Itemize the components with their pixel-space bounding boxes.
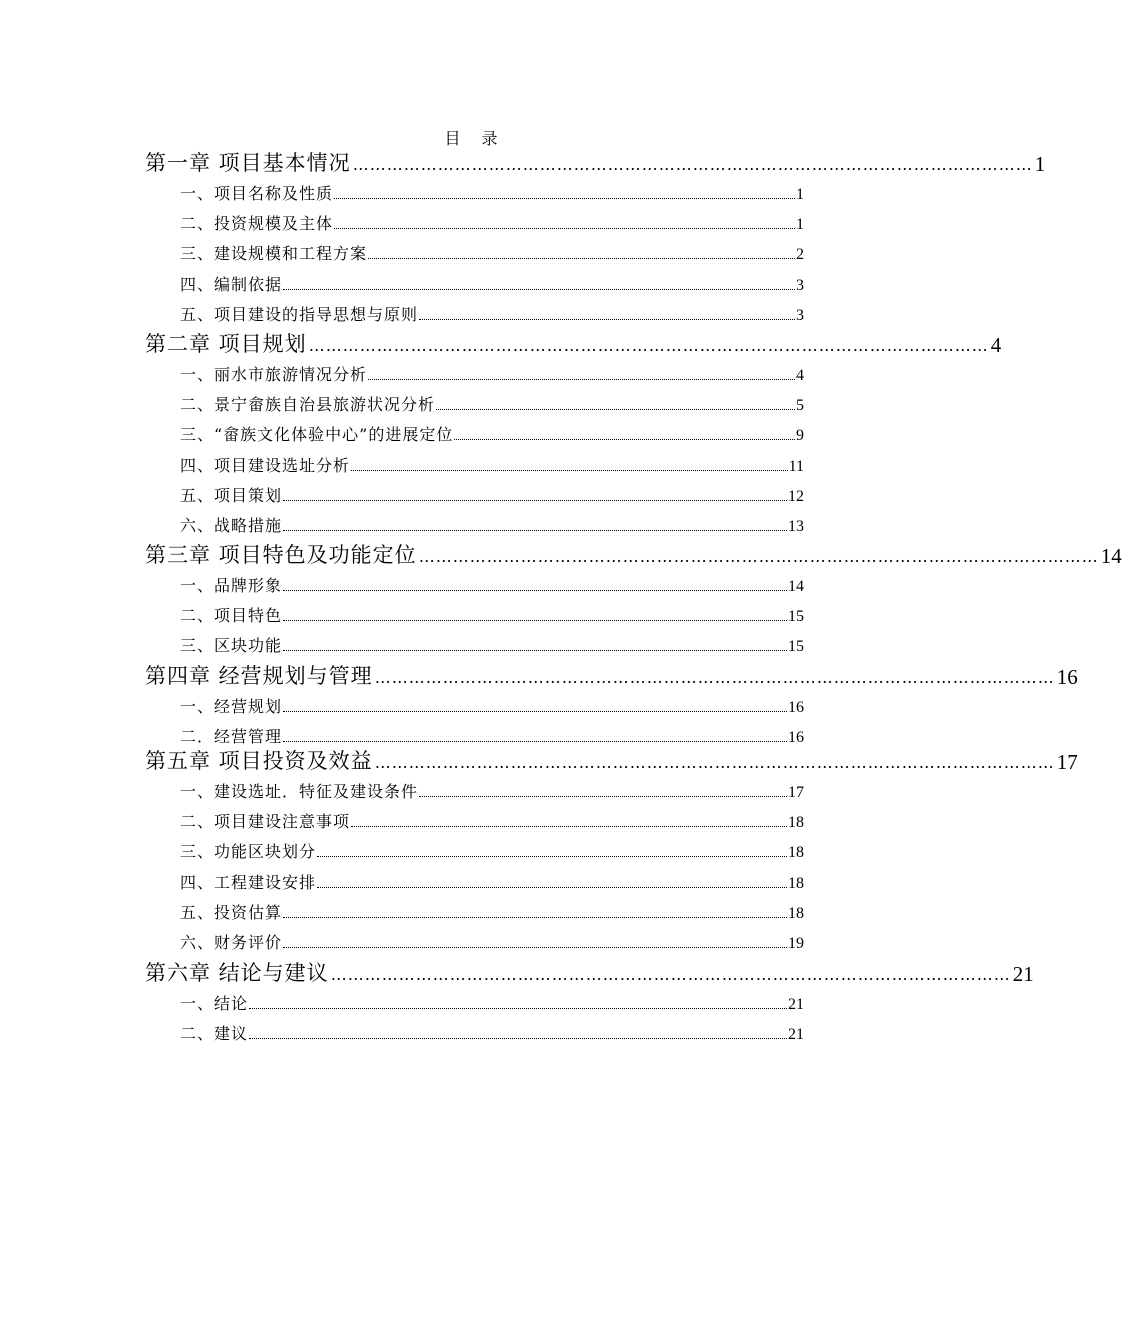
chapter-title: 第三章 项目特色及功能定位 xyxy=(145,543,417,567)
chapter-title: 第一章 项目基本情况 xyxy=(145,151,351,175)
page-number: 18 xyxy=(788,814,804,831)
toc-section-entry[interactable] xyxy=(180,514,804,536)
page-number: 4 xyxy=(796,367,804,384)
dot-leader xyxy=(419,796,787,797)
toc-section-entry[interactable] xyxy=(180,423,804,445)
page-number: 9 xyxy=(796,427,804,444)
page-number: 18 xyxy=(788,875,804,892)
toc-section-entry[interactable] xyxy=(180,604,804,626)
chapter-title: 第二章 项目规划 xyxy=(145,332,307,356)
dot-leader xyxy=(351,470,788,471)
page-number: 21 xyxy=(1012,962,1034,986)
page-number: 21 xyxy=(788,1026,804,1043)
toc-chapter-entry[interactable] xyxy=(145,539,1122,569)
dot-leader xyxy=(283,741,787,742)
chapter-title: 第六章 结论与建议 xyxy=(145,961,329,985)
section-title: 五、项目策划 xyxy=(180,486,283,505)
toc-chapter-entry[interactable] xyxy=(145,745,1078,775)
toc-section-entry[interactable] xyxy=(180,695,804,717)
toc-section-entry[interactable] xyxy=(180,574,804,596)
toc-section-entry[interactable] xyxy=(180,242,804,264)
toc-section-entry[interactable] xyxy=(180,634,804,656)
chapter-title: 第五章 项目投资及效益 xyxy=(145,749,373,773)
section-title: 二、建议 xyxy=(180,1024,249,1043)
toc-section-entry[interactable] xyxy=(180,780,804,802)
page-number: 16 xyxy=(788,699,804,716)
page-number: 18 xyxy=(788,905,804,922)
toc-section-entry[interactable] xyxy=(180,484,804,506)
dot-leader xyxy=(249,1008,787,1009)
page-number: 13 xyxy=(788,518,804,535)
section-title: 一、经营规划 xyxy=(180,697,283,716)
toc-section-entry[interactable] xyxy=(180,363,804,385)
page-number: 18 xyxy=(788,844,804,861)
page-number: 3 xyxy=(796,277,804,294)
section-title: 四、编制依据 xyxy=(180,275,283,294)
dot-leader xyxy=(283,500,787,501)
dot-leader xyxy=(368,258,795,259)
page-number: 1 xyxy=(1034,152,1046,176)
toc-section-entry[interactable] xyxy=(180,393,804,415)
section-title: 六、战略措施 xyxy=(180,516,283,535)
dot-leader xyxy=(334,228,795,229)
dot-leader xyxy=(317,856,787,857)
page-number: 17 xyxy=(1056,750,1078,774)
section-title: 二、项目特色 xyxy=(180,606,283,625)
dot-leader xyxy=(283,917,787,918)
dot-leader xyxy=(283,711,787,712)
page-number: 2 xyxy=(796,246,804,263)
section-title: 三、功能区块划分 xyxy=(180,842,317,861)
toc-chapter-entry[interactable] xyxy=(145,660,1078,690)
dot-leader: ………………………………………………………………………………………………………… xyxy=(374,668,1055,687)
section-title: 二、投资规模及主体 xyxy=(180,214,334,233)
section-title: 三、“畲族文化体验中心”的进展定位 xyxy=(180,425,454,444)
toc-title: 目 录 xyxy=(444,129,506,148)
toc-section-entry[interactable] xyxy=(180,454,804,476)
page-number: 16 xyxy=(788,729,804,746)
dot-leader xyxy=(283,590,787,591)
page-number: 17 xyxy=(788,784,804,801)
dot-leader xyxy=(368,379,795,380)
toc-section-entry[interactable] xyxy=(180,303,804,325)
dot-leader xyxy=(249,1038,787,1039)
page-number: 15 xyxy=(788,638,804,655)
section-title: 四、项目建设选址分析 xyxy=(180,456,351,475)
toc-section-entry[interactable] xyxy=(180,273,804,295)
toc-section-entry[interactable] xyxy=(180,931,804,953)
page-number: 3 xyxy=(796,307,804,324)
dot-leader xyxy=(283,289,795,290)
section-title: 一、结论 xyxy=(180,994,249,1013)
dot-leader xyxy=(334,198,795,199)
page-number: 14 xyxy=(788,578,804,595)
toc-section-entry[interactable] xyxy=(180,810,804,832)
page-number: 16 xyxy=(1056,665,1078,689)
section-title: 一、建设选址．特征及建设条件 xyxy=(180,782,419,801)
dot-leader xyxy=(317,887,787,888)
section-title: 一、项目名称及性质 xyxy=(180,184,334,203)
page-number: 1 xyxy=(796,216,804,233)
dot-leader xyxy=(283,620,787,621)
section-title: 五、投资估算 xyxy=(180,903,283,922)
toc-chapter-entry[interactable] xyxy=(145,147,1046,177)
toc-section-entry[interactable] xyxy=(180,901,804,923)
dot-leader: ………………………………………………………………………………………………………… xyxy=(418,547,1099,566)
toc-chapter-entry[interactable] xyxy=(145,328,1002,358)
section-title: 三、区块功能 xyxy=(180,636,283,655)
toc-section-entry[interactable] xyxy=(180,871,804,893)
dot-leader xyxy=(419,319,795,320)
page-number: 5 xyxy=(796,397,804,414)
page-number: 14 xyxy=(1100,544,1122,568)
section-title: 二．经营管理 xyxy=(180,727,283,746)
section-title: 六、财务评价 xyxy=(180,933,283,952)
dot-leader: ………………………………………………………………………………………………………… xyxy=(374,753,1055,772)
page-number: 19 xyxy=(788,935,804,952)
toc-section-entry[interactable] xyxy=(180,992,804,1014)
section-title: 二、项目建设注意事项 xyxy=(180,812,351,831)
dot-leader xyxy=(283,947,787,948)
page-number: 1 xyxy=(796,186,804,203)
toc-section-entry[interactable] xyxy=(180,725,804,747)
page-number: 21 xyxy=(788,996,804,1013)
dot-leader xyxy=(454,439,795,440)
toc-section-entry[interactable] xyxy=(180,212,804,234)
toc-section-entry[interactable] xyxy=(180,840,804,862)
section-title: 一、丽水市旅游情况分析 xyxy=(180,365,368,384)
toc-chapter-entry[interactable] xyxy=(145,957,1034,987)
page-number: 12 xyxy=(788,488,804,505)
dot-leader: ………………………………………………………………………………………………………… xyxy=(352,155,1033,174)
dot-leader: ………………………………………………………………………………………………………… xyxy=(330,965,1011,984)
section-title: 五、项目建设的指导思想与原则 xyxy=(180,305,419,324)
dot-leader xyxy=(351,826,787,827)
dot-leader xyxy=(283,650,787,651)
section-title: 四、工程建设安排 xyxy=(180,873,317,892)
toc-section-entry[interactable] xyxy=(180,182,804,204)
dot-leader: ………………………………………………………………………………………………………… xyxy=(308,336,989,355)
chapter-title: 第四章 经营规划与管理 xyxy=(145,664,373,688)
dot-leader xyxy=(283,530,787,531)
section-title: 三、建设规模和工程方案 xyxy=(180,244,368,263)
section-title: 一、品牌形象 xyxy=(180,576,283,595)
page-number: 4 xyxy=(990,333,1002,357)
page-number: 11 xyxy=(788,458,804,475)
page-number: 15 xyxy=(788,608,804,625)
toc-section-entry[interactable] xyxy=(180,1022,804,1044)
dot-leader xyxy=(436,409,795,410)
section-title: 二、景宁畲族自治县旅游状况分析 xyxy=(180,395,436,414)
